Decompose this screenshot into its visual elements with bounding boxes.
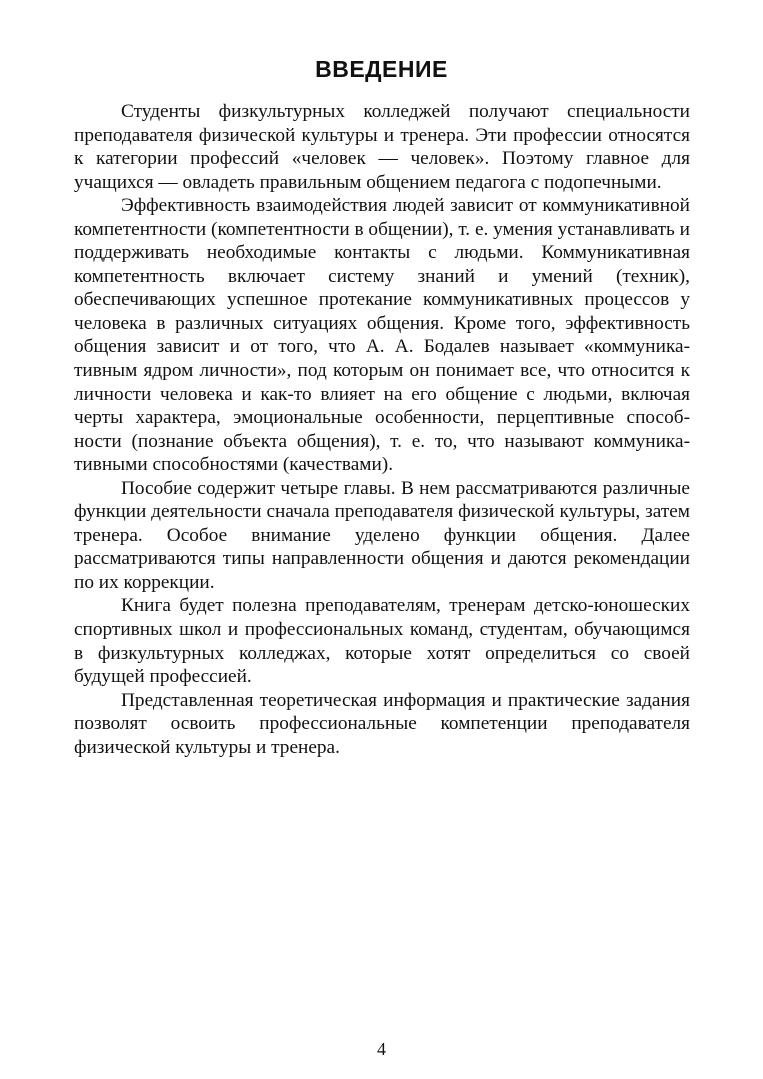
paragraph-1: Студенты физкультурных колледжей получают специальности преподавателя физической культуры и тренера. Эти профессии относятся к категории профессий «человек — человек». Поэтому главное для учащихся — овладеть правильным общением педагога с подопечными. xyxy=(74,101,690,193)
page-number: 4 xyxy=(377,1039,386,1059)
paragraph-4: Книга будет полезна преподавателям, тренерам детско-юношеских спортивных школ и профессиональных команд, студентам, обучающимся в физкультурных колледжах, которые хотят определиться со своей будущей профессией. xyxy=(74,595,690,688)
page-title: ВВЕДЕНИЕ xyxy=(315,56,448,82)
paragraph-5: Представленная теоретическая информация и практические задания позволят освоить профессиональные компетенции преподавателя физической культуры и тренера. xyxy=(74,689,690,758)
body-text xyxy=(74,100,690,759)
paragraph-2: Эффективность взаимодействия людей зависит от коммуникативной компетентности (компетентности в общении), т. е. умения устанавливать и поддерживать необходимые контакты с людьми. Коммуникативная компетентность включает систему знаний и умений (техник), обеспечивающих успешное протекание коммуникативных процессов у человека в различных ситуациях общения. Кроме того, эффективность общения зависит и от того, что А. А. Бодалев называет «коммуникативным ядром личности», под которым он понимает все, что относится к личности человека и как-то влияет на его общение с людьми, включая черты характера, эмоциональные особенности, перцептивные способности (познание объекта общения), т. е. то, что называют коммуникативными способностями (качествами). xyxy=(74,195,690,476)
paragraph-3: Пособие содержит четыре главы. В нем рассматриваются различные функции деятельности сначала преподавателя физической культуры, затем тренера. Особое внимание уделено функции общения. Далее рассматриваются типы направленности общения и даются рекомендации по их коррекции. xyxy=(74,477,690,593)
